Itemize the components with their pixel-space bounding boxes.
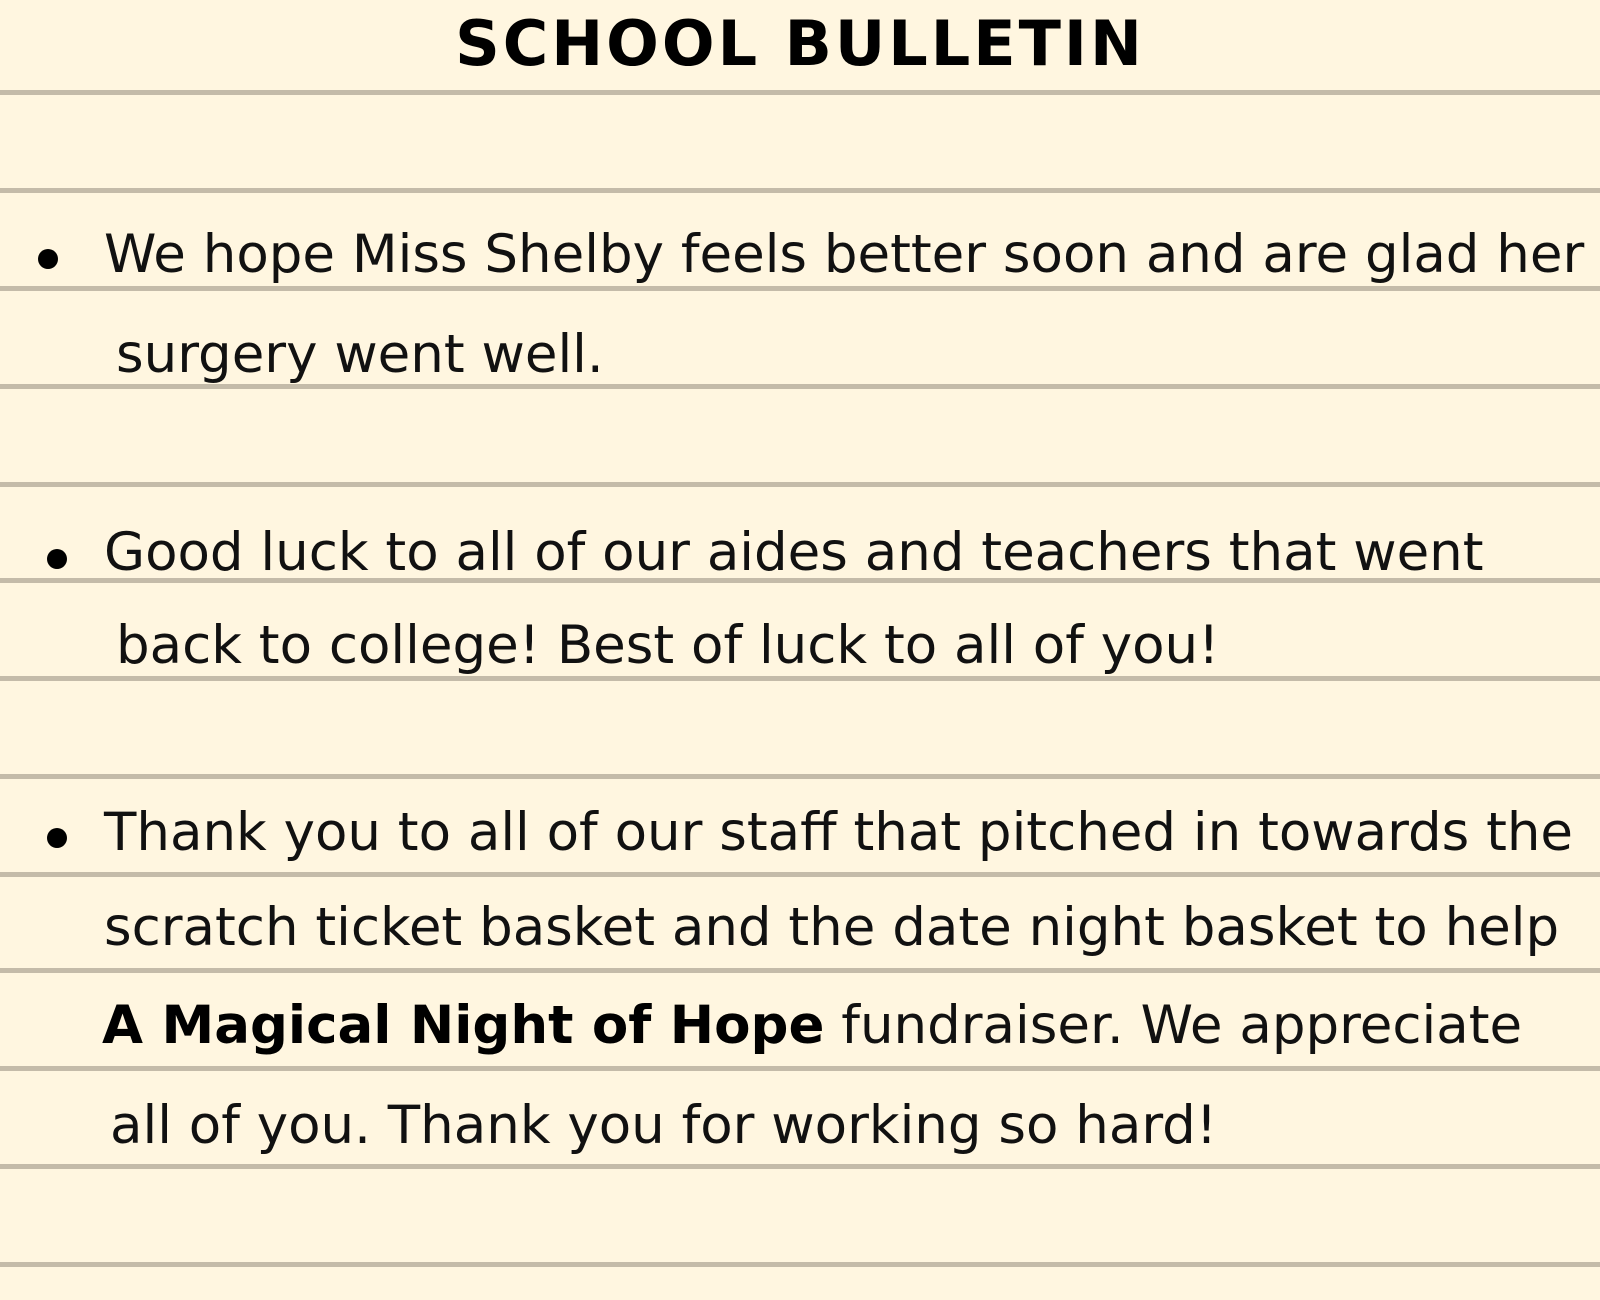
bulletin-item-3-line-3-rest: fundraiser. We appreciate bbox=[824, 995, 1523, 1056]
bullet-icon bbox=[47, 828, 67, 848]
ruled-line bbox=[0, 1262, 1600, 1267]
ruled-line bbox=[0, 1066, 1600, 1071]
bulletin-item-1-line-1: We hope Miss Shelby feels better soon and are glad her bbox=[104, 224, 1585, 285]
ruled-line bbox=[0, 676, 1600, 681]
bulletin-item-2-line-2: back to college! Best of luck to all of you! bbox=[116, 615, 1220, 676]
bulletin-item-3-line-1: Thank you to all of our staff that pitched in towards the bbox=[104, 802, 1574, 863]
ruled-line bbox=[0, 968, 1600, 973]
page-title: SCHOOL BULLETIN bbox=[455, 7, 1145, 80]
ruled-line bbox=[0, 482, 1600, 487]
ruled-line bbox=[0, 872, 1600, 877]
ruled-line bbox=[0, 188, 1600, 193]
ruled-line bbox=[0, 1164, 1600, 1169]
bulletin-item-3-line-4: all of you. Thank you for working so hard! bbox=[110, 1095, 1218, 1156]
ruled-line bbox=[0, 286, 1600, 291]
fundraiser-name: A Magical Night of Hope bbox=[102, 995, 825, 1056]
bullet-icon bbox=[38, 249, 58, 269]
bulletin-item-3-line-3 bbox=[102, 996, 1522, 1056]
ruled-line bbox=[0, 774, 1600, 779]
bullet-icon bbox=[47, 549, 67, 569]
bulletin-item-2-line-1: Good luck to all of our aides and teachers that went bbox=[104, 522, 1484, 583]
bulletin-item-1-line-2: surgery went well. bbox=[116, 324, 604, 385]
ruled-line bbox=[0, 90, 1600, 95]
bulletin-item-3-line-2: scratch ticket basket and the date night basket to help bbox=[104, 897, 1560, 958]
